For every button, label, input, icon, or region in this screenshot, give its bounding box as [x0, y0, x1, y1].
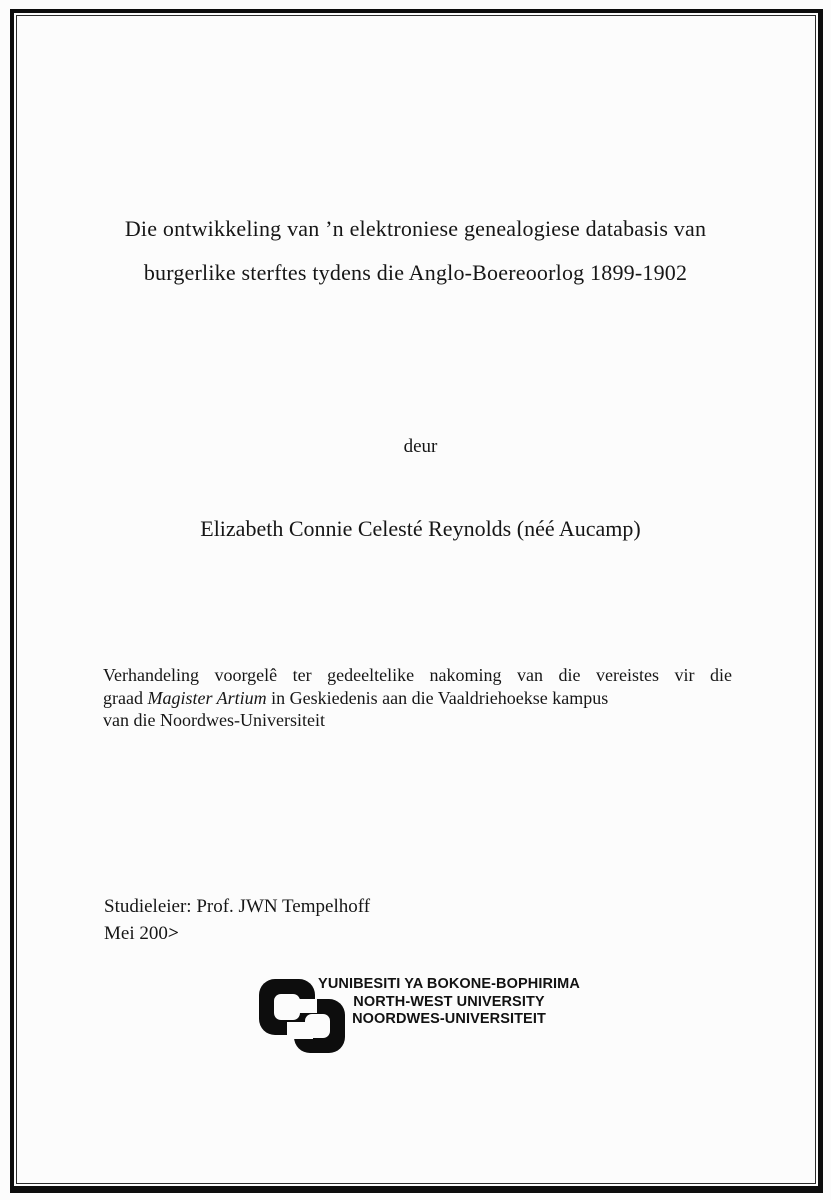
degree-statement-line1: Verhandeling voorgelê ter gedeeltelike nakoming van die vereistes vir die [103, 665, 732, 685]
degree-name: Magister Artium [147, 687, 267, 708]
thesis-title [70, 207, 761, 295]
supervisor-block [104, 893, 370, 947]
date-final-digit-glyph: > [166, 923, 180, 944]
degree-statement-line2-post: in Geskiedenis aan die Vaaldriehoekse kampus [266, 687, 609, 708]
author-name: Elizabeth Connie Celesté Reynolds (néé Aucamp) [200, 516, 641, 541]
byline: deur [403, 436, 438, 457]
degree-statement [103, 664, 732, 732]
degree-statement-line2-pre: graad [103, 687, 148, 708]
thesis-title-line2: burgerlike sterftes tydens die Anglo-Boereoorlog 1899-1902 [143, 260, 688, 285]
university-name-setswana: YUNIBESITI YA BOKONE-BOPHIRIMA [318, 976, 580, 992]
date-prefix: Mei 200 [104, 923, 168, 944]
date-line [104, 920, 370, 947]
thesis-title-line1: Die ontwikkeling van ’n elektroniese genealogiese databasis van [124, 216, 707, 241]
university-logo [256, 970, 586, 1054]
university-logo-text [318, 976, 580, 1029]
degree-statement-line3: van die Noordwes-Universiteit [103, 710, 325, 730]
university-name-afrikaans: NOORDWES-UNIVERSITEIT [352, 1011, 546, 1028]
degree-statement-line2 [103, 687, 732, 710]
university-name-english: NORTH-WEST UNIVERSITY [353, 993, 545, 1010]
supervisor-line: Studieleier: Prof. JWN Tempelhoff [104, 896, 371, 917]
